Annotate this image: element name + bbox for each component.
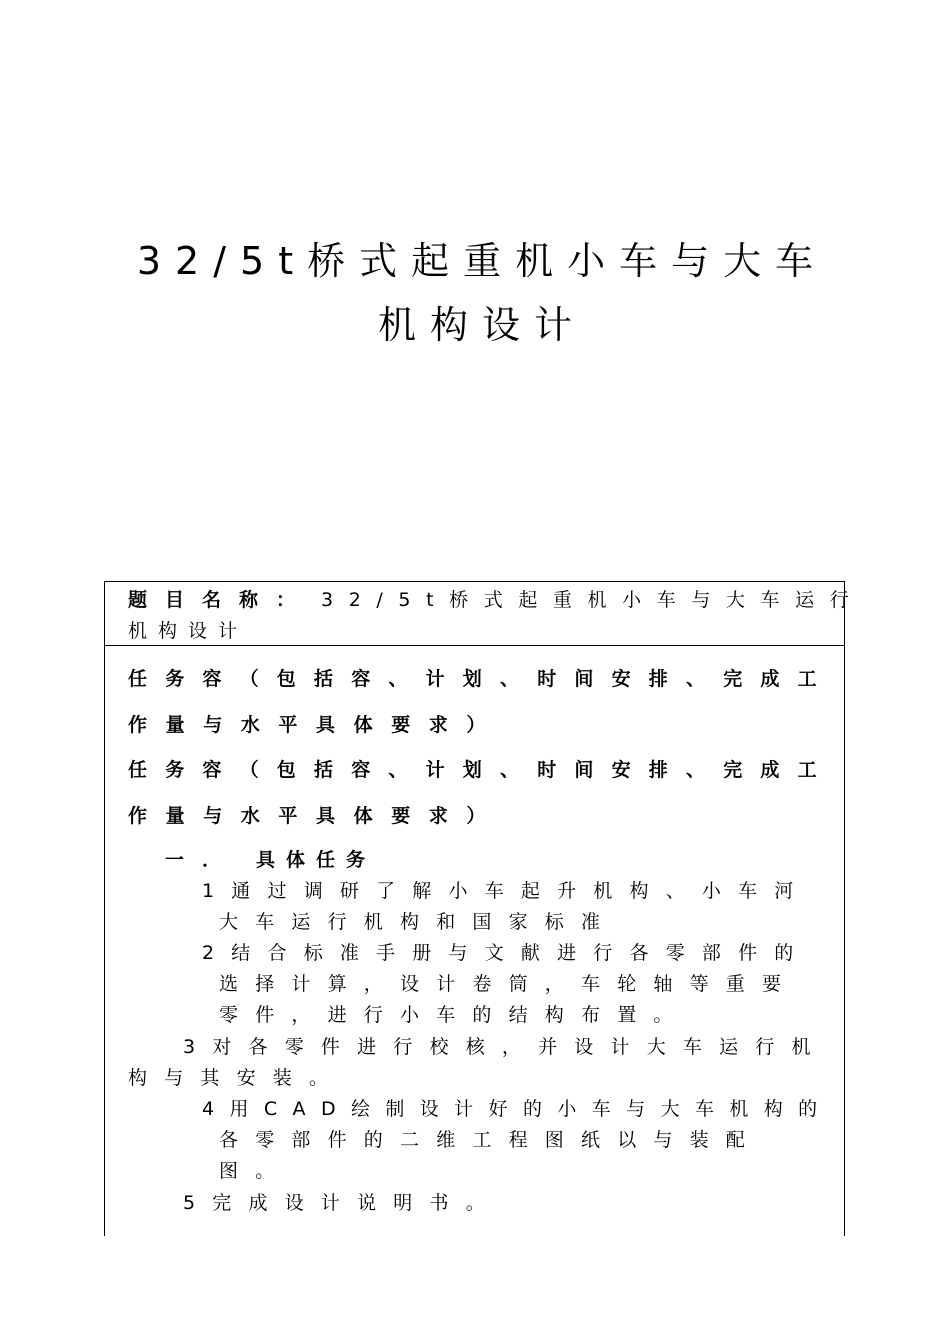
topic-value-line-1: 32/5t桥式起重机小车与大车运行 xyxy=(321,589,865,611)
task-item-5-line-1: 5完成设计说明书。 xyxy=(183,1192,502,1214)
section-number: 一． xyxy=(165,849,240,871)
task-table xyxy=(104,581,865,1236)
task-item-1-line-2: 大车运行机构和国家标准 xyxy=(219,911,618,933)
section-title: 具体任务 xyxy=(256,849,377,871)
task-item-1-line-1: 1通过调研了解小车起升机构、小车河 xyxy=(202,880,811,902)
task-heading-1-line-2: 作量与水平具体要求） xyxy=(128,714,505,736)
doc-title-line-2: 机构设计 xyxy=(377,303,586,347)
task-item-4-line-2: 各零部件的二维工程图纸以与装配 xyxy=(219,1129,763,1151)
task-item-2-line-1: 2结合标准手册与文献进行各零部件的 xyxy=(202,942,811,964)
task-heading-2-line-2: 作量与水平具体要求） xyxy=(128,805,505,827)
task-heading-1-line-1: 任务容（包括容、计划、时间安排、完成工 xyxy=(128,668,835,690)
task-heading-2-line-1: 任务容（包括容、计划、时间安排、完成工 xyxy=(128,759,835,781)
doc-title-line-1: 32/5t桥式起重机小车与大车 xyxy=(136,239,828,283)
task-item-2-line-2: 选择计算，设计卷筒，车轮轴等重要 xyxy=(219,973,799,995)
topic-value-line-2: 机构设计 xyxy=(128,620,249,642)
task-item-2-line-3: 零件，进行小车的结构布置。 xyxy=(219,1004,690,1026)
topic-label: 题目名称： xyxy=(128,589,314,611)
task-item-3-line-2: 构与其安装。 xyxy=(128,1067,346,1089)
task-item-4-line-3: 图。 xyxy=(219,1160,292,1182)
task-item-4-line-1: 4用CAD绘制设计好的小车与大车机构的 xyxy=(202,1098,833,1120)
task-item-3-line-1: 3对各零件进行校核，并设计大车运行机 xyxy=(183,1036,828,1058)
